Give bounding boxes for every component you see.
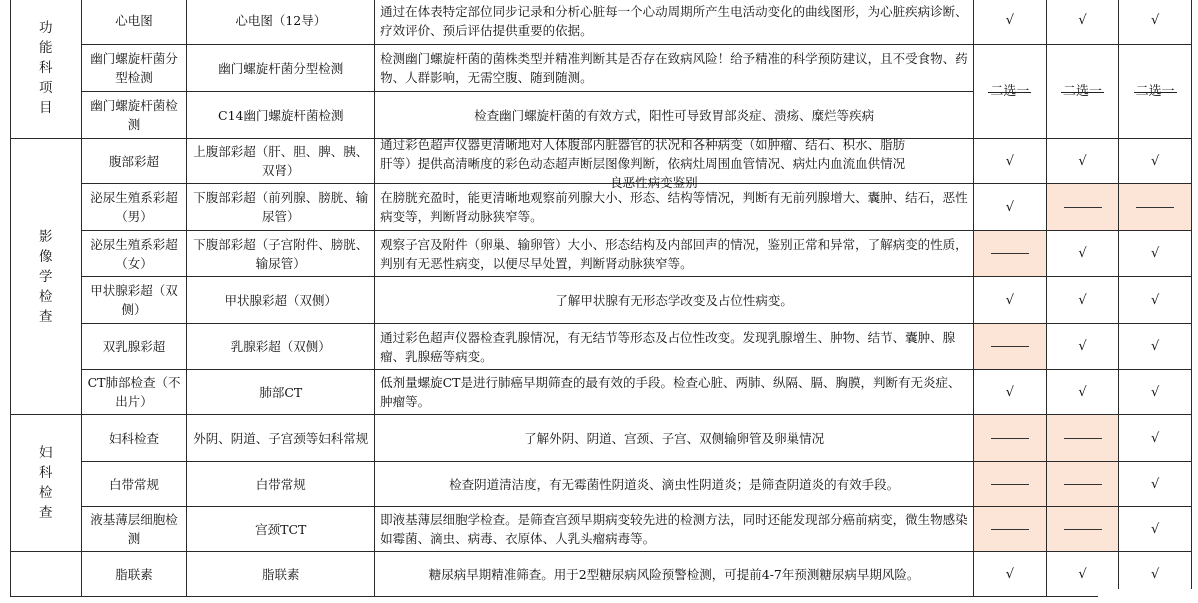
description-cell: 即液基薄层细胞学检查。是筛查宫颈早期病变较先进的检测方法，同时还能发现部分癌前病变，微生物感染如霉菌、滴虫、病毒、衣原体、人乳头瘤病毒等。 — [375, 507, 974, 552]
mark-cell: √ — [1119, 277, 1192, 324]
mark-cell — [1119, 184, 1192, 231]
mark-cell: √ — [1119, 324, 1192, 370]
mark-cell: √ — [1046, 139, 1119, 184]
either-label: 二选一 — [990, 84, 1030, 99]
table-row — [11, 0, 1192, 45]
corner-overlay — [1098, 589, 1194, 603]
category-label: 妇科检查 — [39, 445, 53, 521]
project-cell: C14幽门螺旋杆菌检测 — [187, 92, 375, 139]
table-row — [11, 45, 1192, 92]
category-cell — [11, 139, 82, 415]
description-cell: 通过在体表特定部位同步记录和分析心脏每一个心动周期所产生电活动变化的曲线图形，为心脏疾病诊断、疗效评价、预后评估提供重要的依据。 — [375, 0, 974, 45]
table-row — [11, 184, 1192, 231]
mark-cell — [974, 507, 1047, 552]
description-cell: 通过彩色超声仪器检查乳腺情况，有无结节等形态及占位性改变。发现乳腺增生、肿物、结节、囊肿、腺瘤、乳腺癌等病变。 — [375, 324, 974, 370]
table-row — [11, 231, 1192, 277]
mark-cell — [1046, 415, 1119, 462]
mark-cell: √ — [974, 139, 1047, 184]
mark-cell: √ — [1119, 370, 1192, 415]
mark-cell: √ — [1119, 507, 1192, 552]
mark-cell: √ — [974, 184, 1047, 231]
mark-cell: √ — [1119, 415, 1192, 462]
dash-mark — [1064, 484, 1102, 485]
mark-cell — [974, 415, 1047, 462]
description-cell: 在膀胱充盈时，能更清晰地观察前列腺大小、形态、结构等情况，判断有无前列腺增大、囊肿、结石，恶性病变等，判断肾动脉狭窄等。 — [375, 184, 974, 231]
dash-mark — [1136, 207, 1174, 208]
project-cell: 幽门螺旋杆菌分型检测 — [187, 45, 375, 92]
description-line: 通过彩色超声仪器更清晰地对人体腹部内脏器官的状况和各种病变（如肿瘤、结石、积水、脂肪 — [380, 137, 906, 152]
item-cell: 妇科检查 — [81, 415, 187, 462]
table-row — [11, 324, 1192, 370]
category-cell — [11, 0, 82, 139]
mark-cell — [974, 324, 1047, 370]
mark-cell: √ — [1046, 0, 1119, 45]
dash-mark — [991, 484, 1029, 485]
mark-cell: √ — [1046, 324, 1119, 370]
dash-mark — [1064, 207, 1102, 208]
description-cell: 低剂量螺旋CT是进行肺癌早期筛查的最有效的手段。检查心脏、两肺、纵隔、膈、胸膜，判断有无炎症、肿瘤等。 — [375, 370, 974, 415]
project-cell: 上腹部彩超（肝、胆、脾、胰、双肾） — [187, 139, 375, 184]
description-cell: 糖尿病早期精准筛查。用于2型糖尿病风险预警检测，可提前4-7年预测糖尿病早期风险。 — [375, 552, 974, 597]
dash-mark — [991, 529, 1029, 530]
item-cell: 心电图 — [81, 0, 187, 45]
project-cell: 宫颈TCT — [187, 507, 375, 552]
category-label: 影像学检查 — [39, 228, 53, 325]
item-cell: 腹部彩超 — [81, 139, 187, 184]
mark-cell: √ — [1119, 231, 1192, 277]
mark-cell: √ — [974, 277, 1047, 324]
mark-cell — [1046, 507, 1119, 552]
description-cell: 检测幽门螺旋杆菌的菌株类型并精准判断其是否存在致病风险！给予精准的科学预防建议，且不受食物、药物、人群影响，无需空腹、随到随测。 — [375, 45, 974, 92]
item-cell: 双乳腺彩超 — [81, 324, 187, 370]
mark-cell: √ — [974, 0, 1047, 45]
dash-mark — [991, 253, 1029, 254]
mark-cell — [1046, 184, 1119, 231]
table-row — [11, 139, 1192, 184]
sheet-gutter — [0, 0, 10, 603]
dash-mark — [991, 438, 1029, 439]
description-line: 肝等）提供高清晰度的彩色动态超声断层图像判断，依病灶周围血管情况、病灶内血流血供情况 — [380, 156, 906, 171]
project-cell: 心电图（12导） — [187, 0, 375, 45]
mark-cell: √ — [1046, 231, 1119, 277]
project-cell: 下腹部彩超（前列腺、膀胱、输尿管） — [187, 184, 375, 231]
mark-cell: √ — [1119, 0, 1192, 45]
project-cell: 肺部CT — [187, 370, 375, 415]
mark-cell — [1046, 462, 1119, 507]
description-line: 良恶性病变鉴别 — [610, 175, 698, 190]
project-cell: 下腹部彩超（子宫附件、膀胱、输尿管） — [187, 231, 375, 277]
item-cell: 幽门螺旋杆菌检测 — [81, 92, 187, 139]
either-label: 二选一 — [1135, 84, 1175, 99]
description-cell: 了解外阴、阴道、宫颈、子宫、双侧输卵管及卵巢情况 — [375, 415, 974, 462]
mark-cell: √ — [1119, 552, 1192, 597]
mark-cell: √ — [974, 552, 1047, 597]
mark-cell — [974, 462, 1047, 507]
item-cell: 幽门螺旋杆菌分型检测 — [81, 45, 187, 92]
category-cell — [11, 415, 82, 552]
item-cell: 甲状腺彩超（双侧） — [81, 277, 187, 324]
description-cell: 了解甲状腺有无形态学改变及占位性病变。 — [375, 277, 974, 324]
mark-cell: √ — [1119, 139, 1192, 184]
table-row — [11, 507, 1192, 552]
category-cell — [11, 552, 82, 597]
either-cell — [1046, 45, 1119, 139]
dash-mark — [1064, 529, 1102, 530]
project-cell: 乳腺彩超（双侧） — [187, 324, 375, 370]
project-cell: 白带常规 — [187, 462, 375, 507]
mark-cell — [974, 231, 1047, 277]
category-label: 功能科项目 — [39, 19, 53, 116]
table-row — [11, 462, 1192, 507]
description-cell: 观察子宫及附件（卵巢、输卵管）大小、形态结构及内部回声的情况，鉴别正常和异常，了解病变的性质，判别有无恶性病变，以便尽早处置，判断肾动脉狭窄等。 — [375, 231, 974, 277]
item-cell: 白带常规 — [81, 462, 187, 507]
project-cell: 甲状腺彩超（双侧） — [187, 277, 375, 324]
exam-table — [10, 0, 1192, 597]
dash-mark — [1064, 438, 1102, 439]
project-cell: 外阴、阴道、子宫颈等妇科常规 — [187, 415, 375, 462]
item-cell: 泌尿生殖系彩超（女） — [81, 231, 187, 277]
item-cell: 液基薄层细胞检测 — [81, 507, 187, 552]
mark-cell: √ — [1046, 277, 1119, 324]
mark-cell: √ — [1046, 370, 1119, 415]
table-row — [11, 415, 1192, 462]
table-row — [11, 370, 1192, 415]
either-cell — [974, 45, 1047, 139]
description-cell: 检查阴道清洁度，有无霉菌性阴道炎、滴虫性阴道炎；是筛查阴道炎的有效手段。 — [375, 462, 974, 507]
either-cell — [1119, 45, 1192, 139]
description-cell — [375, 137, 974, 190]
mark-cell: √ — [974, 370, 1047, 415]
description-cell: 检查幽门螺旋杆菌的有效方式，阳性可导致胃部炎症、溃疡、糜烂等疾病 — [375, 92, 974, 139]
item-cell: CT肺部检查（不出片） — [81, 370, 187, 415]
item-cell: 泌尿生殖系彩超（男） — [81, 184, 187, 231]
item-cell: 脂联素 — [81, 552, 187, 597]
either-label: 二选一 — [1063, 84, 1103, 99]
dash-mark — [991, 346, 1029, 347]
table-row — [11, 552, 1192, 597]
mark-cell: √ — [1119, 462, 1192, 507]
mark-cell: √ — [1046, 552, 1119, 597]
project-cell: 脂联素 — [187, 552, 375, 597]
table-row — [11, 277, 1192, 324]
